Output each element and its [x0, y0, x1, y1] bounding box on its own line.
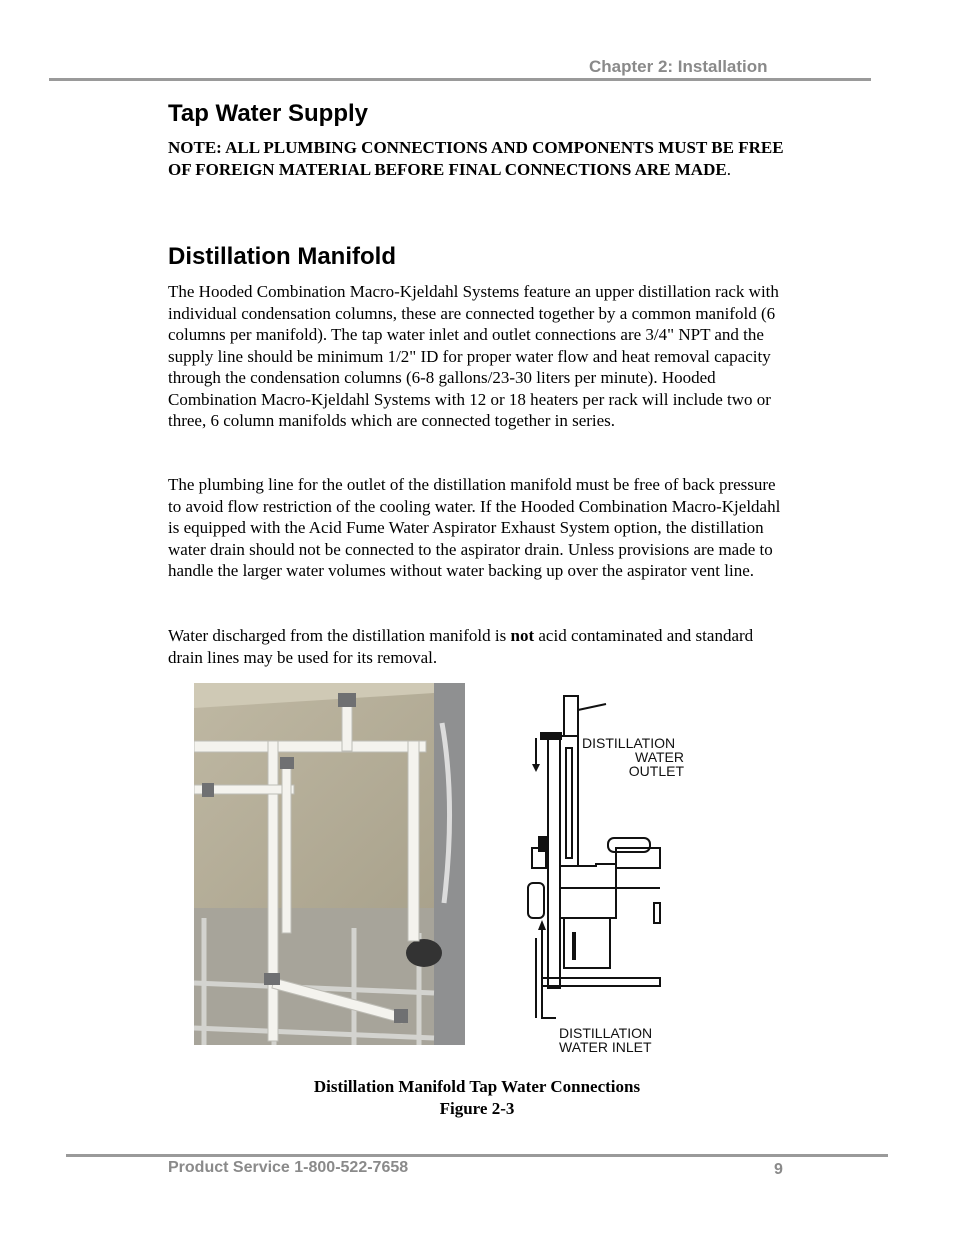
header-rule [49, 78, 871, 81]
outlet-label-line-3: OUTLET [628, 763, 684, 779]
chapter-header: Chapter 2: Installation [589, 57, 768, 76]
paragraph-2: The plumbing line for the outlet of the distillation manifold must be free of back pressure to avoid flow restriction of the cooling water. If the Hooded Combination Macro-Kjeldahl is equipped with the Acid Fume Water Aspirator Exhaust System option, the distillation water drain should not be connected to the aspirator drain. Unless provisions are made to handle the larger water volumes without water backing up over the aspirator vent line. [168, 475, 781, 580]
inlet-label-line-2: WATER INLET [559, 1039, 652, 1055]
paragraph-3-bold: not [510, 626, 535, 645]
page-number: 9 [774, 1161, 783, 1178]
outlet-label-line-2: WATER [635, 749, 684, 765]
note-text: NOTE: ALL PLUMBING CONNECTIONS AND COMPONENTS MUST BE FREE OF FOREIGN MATERIAL BEFORE FINAL CONNECTIONS ARE MADE [168, 138, 784, 179]
outlet-label-line-1: DISTILLATION [582, 735, 676, 751]
note-block [168, 137, 788, 181]
paragraph-3-end: acid contaminated and standard drain lines may be used for its removal. [168, 626, 754, 667]
footer-service-phone: Product Service 1-800-522-7658 [168, 1159, 409, 1176]
heading-tap-water-supply: Tap Water Supply [168, 100, 369, 127]
manifold-photo-graphic [194, 683, 465, 1045]
manifold-photo [194, 683, 465, 1045]
paragraph-1: The Hooded Combination Macro-Kjeldahl Systems feature an upper distillation rack with individual condensation columns, these are connected together by a common manifold (6 columns per manifold). The tap water inlet and outlet connections are 3/4" NPT and the supply line should be minimum 1/2" ID for proper water flow and heat removal capacity through the condensation columns (6-8 gallons/23-30 liters per minute). Hooded Combination Macro-Kjeldahl Systems with 12 or 18 heaters per rack will include two or three, 6 column manifolds which are connected together in series. [168, 282, 779, 430]
heading-distillation-manifold: Distillation Manifold [168, 243, 396, 270]
figure-caption-title: Distillation Manifold Tap Water Connections [313, 1077, 641, 1096]
inlet-label-line-1: DISTILLATION [559, 1025, 653, 1041]
paragraph-3 [168, 625, 786, 668]
footer-rule [66, 1154, 888, 1157]
paragraph-3-start: Water discharged from the distillation manifold is [168, 626, 511, 645]
note-period: . [726, 160, 731, 179]
manifold-diagram [512, 688, 702, 1060]
figure-caption-number: Figure 2-3 [439, 1099, 515, 1118]
